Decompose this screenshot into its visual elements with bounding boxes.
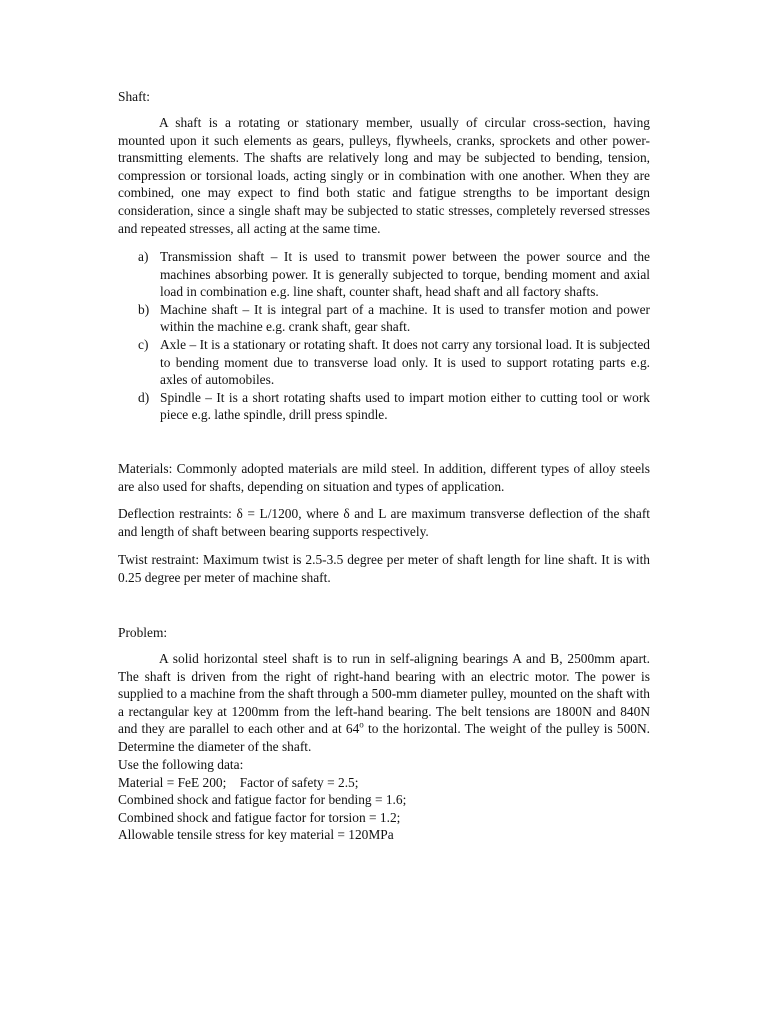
deflection-paragraph: Deflection restraints: δ = L/1200, where δ and L are maximum transverse deflection of the shaft and length of shaft between bearing supports respectively. [118, 506, 650, 539]
list-item [118, 389, 650, 424]
twist-paragraph: Twist restraint: Maximum twist is 2.5-3.5 degree per meter of shaft length for line shaft. It is with 0.25 degree per meter of machine shaft. [118, 552, 650, 585]
problem-statement [118, 650, 650, 756]
list-marker: c) [138, 336, 149, 352]
shaft-intro-paragraph: A shaft is a rotating or stationary member, usually of circular cross-section, having mounted upon it such elements as gears, pulleys, flywheels, cranks, sprockets and other power-transmitting elements. The shafts are relatively long and may be subjected to bending, tension, compression or torsional loads, acting singly or in combination with one another. When they are combined, one may expect to find both static and fatigue strengths to be important design consideration, since a single shaft may be subjected to static stresses, completely reversed stresses and repeated stresses, all acting at the same time. [118, 115, 650, 236]
degree-symbol: o [359, 719, 364, 730]
list-item [118, 301, 650, 336]
shaft-heading: Shaft: [118, 89, 150, 104]
list-marker: d) [138, 389, 150, 405]
data-intro: Use the following data: [118, 757, 244, 772]
list-item-text: Machine shaft – It is integral part of a machine. It is used to transfer motion and power within the machine e.g. crank shaft, gear shaft. [160, 301, 650, 335]
problem-text-part-2: to the horizontal. The weight of the pulley is 500N. Determine the diameter of the shaft. [118, 721, 650, 754]
list-item-text: Axle – It is a stationary or rotating shaft. It does not carry any torsional load. It is subjected to bending moment due to transverse load only. It is used to support rotating parts e.g. axles of automobiles. [160, 336, 650, 388]
list-marker: b) [138, 301, 150, 317]
materials-paragraph: Materials: Commonly adopted materials are mild steel. In addition, different types of alloy steels are also used for shafts, depending on situation and types of application. [118, 461, 650, 494]
list-item [118, 248, 650, 301]
list-item [118, 336, 650, 389]
problem-text-part-1: A solid horizontal steel shaft is to run in self-aligning bearings A and B, 2500mm apart. The shaft is driven from the right of right-hand bearing with an electric motor. The power is supplied to a machine from the shaft through a 500-mm diameter pulley, mounted on the shaft with a rectangular key at 1200mm from the left-hand bearing. The belt tensions are 1800N and 840N and they are parallel to each other and at 64 [118, 651, 650, 737]
data-line: Allowable tensile stress for key material = 120MPa [118, 827, 394, 843]
list-item-text: Transmission shaft – It is used to transmit power between the power source and the machines absorbing power. It is generally subjected to torque, bending moment and axial load in combination e.g. line shaft, counter shaft, head shaft and all factory shafts. [160, 249, 650, 300]
list-marker: a) [138, 249, 149, 264]
data-line: Material = FeE 200; Factor of safety = 2.5; [118, 774, 359, 790]
data-line: Combined shock and fatigue factor for bending = 1.6; [118, 792, 407, 808]
list-item-text: Spindle – It is a short rotating shafts used to impart motion either to cutting tool or work piece e.g. lathe spindle, drill press spindle. [160, 389, 650, 423]
problem-heading: Problem: [118, 625, 168, 640]
data-line: Combined shock and fatigue factor for torsion = 1.2; [118, 809, 401, 825]
shaft-types-list [118, 248, 650, 424]
problem-data [118, 756, 650, 844]
